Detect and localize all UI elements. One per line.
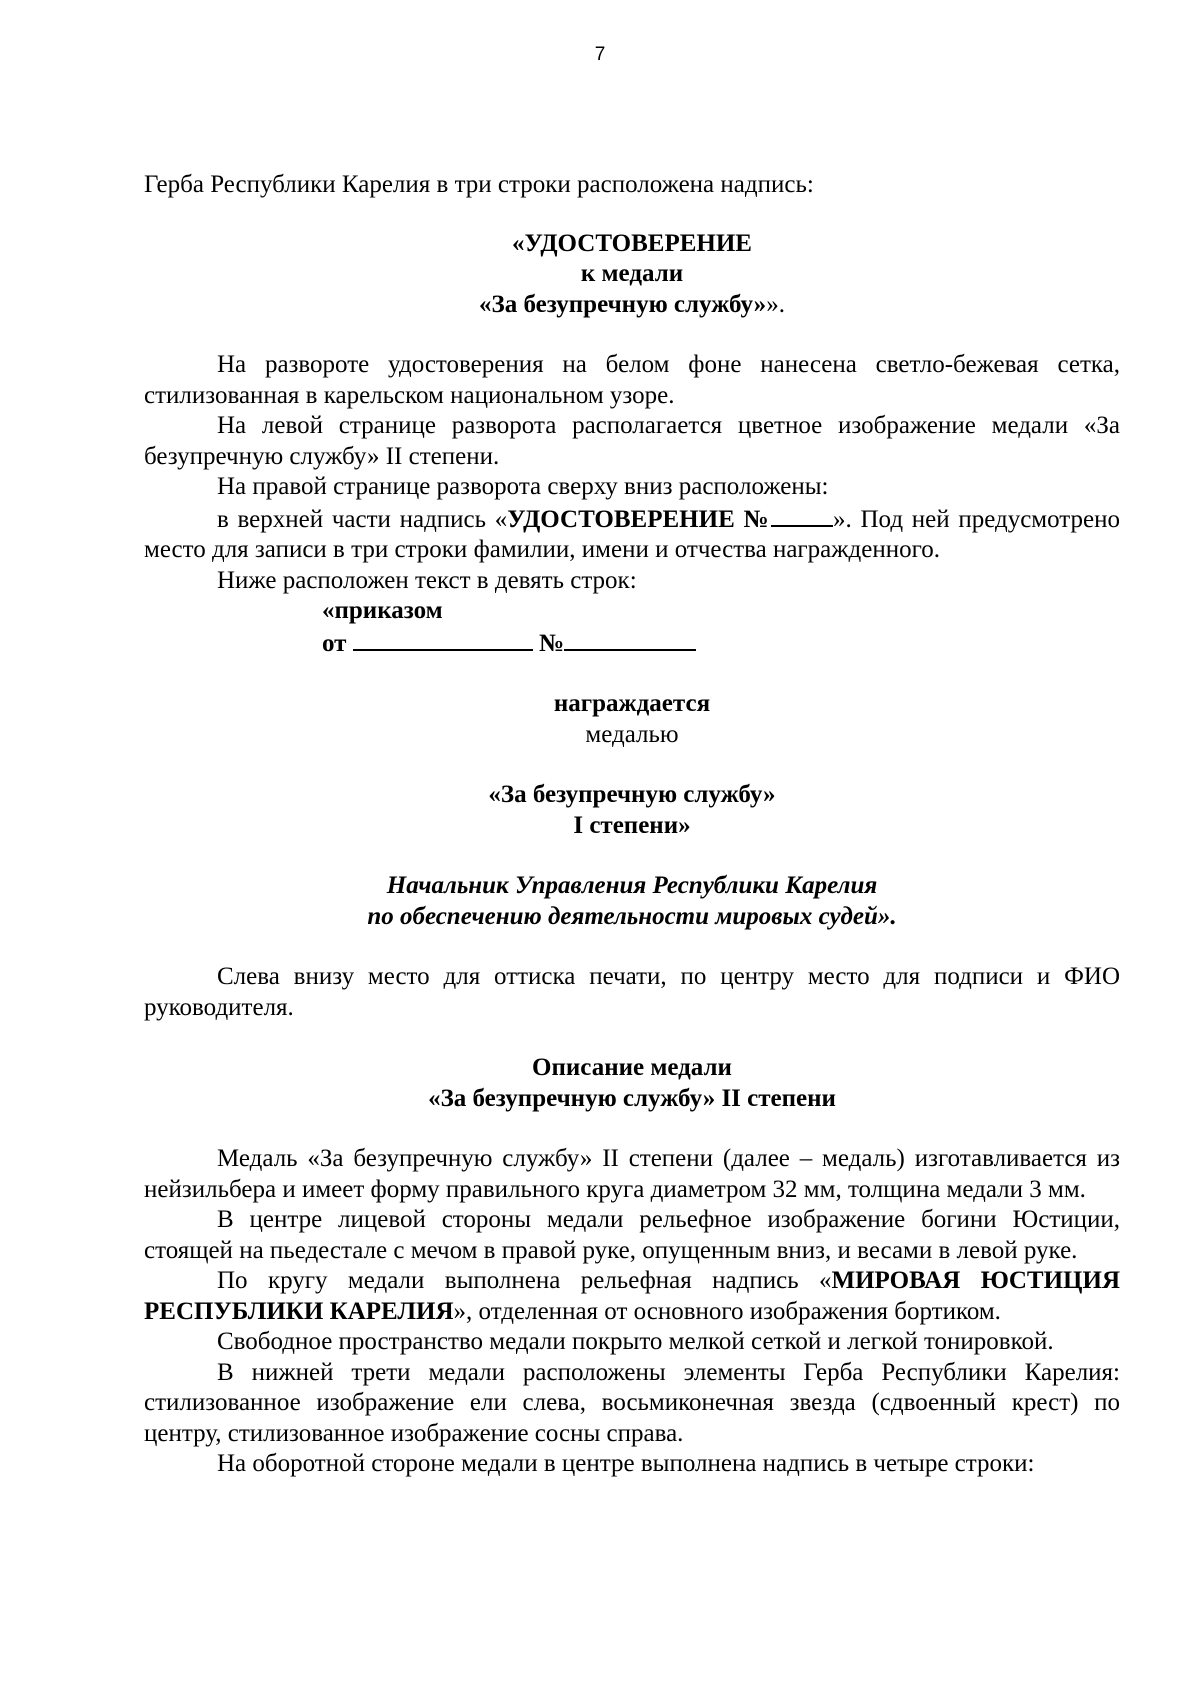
award-medal-name: «За безупречную службу» — [488, 781, 776, 808]
paragraph-certificate-number — [144, 503, 1120, 566]
paragraph-spread: На развороте удостоверения на белом фоне нанесена светло-бежевая сетка, стилизованная в карельском национальном узоре. — [144, 351, 1120, 409]
paragraph-free-space: Свободное пространство медали покрыто мелкой сеткой и легкой тонировкой. — [217, 1328, 1054, 1355]
awarded-text: награждается — [553, 690, 711, 717]
paragraph-right-page: На правой странице разворота сверху вниз расположены: — [217, 473, 829, 500]
paragraph-inscription — [144, 1266, 1120, 1327]
inscription-bold: МИРОВАЯ ЮСТИЦИЯ РЕСПУБЛИКИ КАРЕЛИЯ — [144, 1267, 1120, 1325]
paragraph-coat-elements: В нижней трети медали расположены элементы Герба Республики Карелия: стилизованное изображение ели слева, восьмиконечная звезда (сдвоенный крест) по центру, стилизованное изображение сосны справа. — [144, 1358, 1120, 1447]
date-blank-line — [353, 627, 533, 651]
signature-line1: Начальник Управления Республики Карелия — [386, 872, 878, 899]
cert-text-after: ». Под ней предусмотрено место для записи в три строки фамилии, имени и отчества награжденного. — [144, 505, 1120, 563]
cert-text-before: в верхней части надпись « — [217, 505, 508, 533]
heading1-line1: «УДОСТОВЕРЕНИЕ — [512, 229, 752, 257]
inscription-text-before: По кругу медали выполнена рельефная надпись « — [217, 1267, 832, 1294]
number-blank-line — [771, 503, 833, 527]
paragraph-reverse-side: На оборотной стороне медали в центре выполнена надпись в четыре строки: — [217, 1450, 1035, 1477]
paragraph-justice-image: В центре лицевой стороны медали рельефное изображение богини Юстиции, стоящей на пьедестале с мечом в правой руке, опущенным вниз, и весами в левой руке. — [144, 1206, 1120, 1264]
order-line2 — [144, 627, 1120, 660]
heading1-medal-name: «За безупречную службу» — [479, 290, 767, 318]
signature-line2: по обеспечению деятельности мировых судей». — [367, 902, 897, 930]
document-body — [144, 170, 1120, 1480]
certificate-heading — [144, 229, 1120, 321]
heading1-line2: к медали — [580, 260, 684, 287]
page-number: 7 — [594, 44, 606, 65]
heading2-line1: Описание медали — [532, 1054, 732, 1081]
inscription-text-after: », отделенная от основного изображения бортиком. — [453, 1297, 1001, 1325]
order-block — [144, 596, 1120, 659]
order-from-label: от — [322, 629, 347, 657]
paragraph-nine-lines: Ниже расположен текст в девять строк: — [217, 566, 637, 594]
heading2-line2: «За безупречную службу» II степени — [428, 1084, 836, 1112]
paragraph-stamp: Слева внизу место для оттиска печати, по центру место для подписи и ФИО руководителя. — [144, 963, 1120, 1021]
order-line1: «приказом — [322, 597, 443, 624]
paragraph-medal-material: Медаль «За безупречную службу» II степени (далее – медаль) изготавливается из нейзильбера и имеет форму правильного круга диаметром 32 мм, толщина медали 3 мм. — [144, 1145, 1120, 1203]
medal-word: медалью — [585, 720, 679, 748]
order-number-label: № — [538, 629, 565, 657]
award-degree: I степени» — [573, 811, 691, 839]
heading1-line3 — [144, 290, 1120, 321]
cert-bold-label: УДОСТОВЕРЕНИЕ № — [507, 505, 772, 533]
heading1-tail: ». — [766, 290, 785, 318]
order-number-blank-line — [564, 627, 696, 651]
intro-text: Герба Республики Карелия в три строки расположена надпись: — [144, 171, 814, 198]
paragraph-left-page: На левой странице разворота располагается цветное изображение медали «За безупречную службу» II степени. — [144, 412, 1120, 470]
